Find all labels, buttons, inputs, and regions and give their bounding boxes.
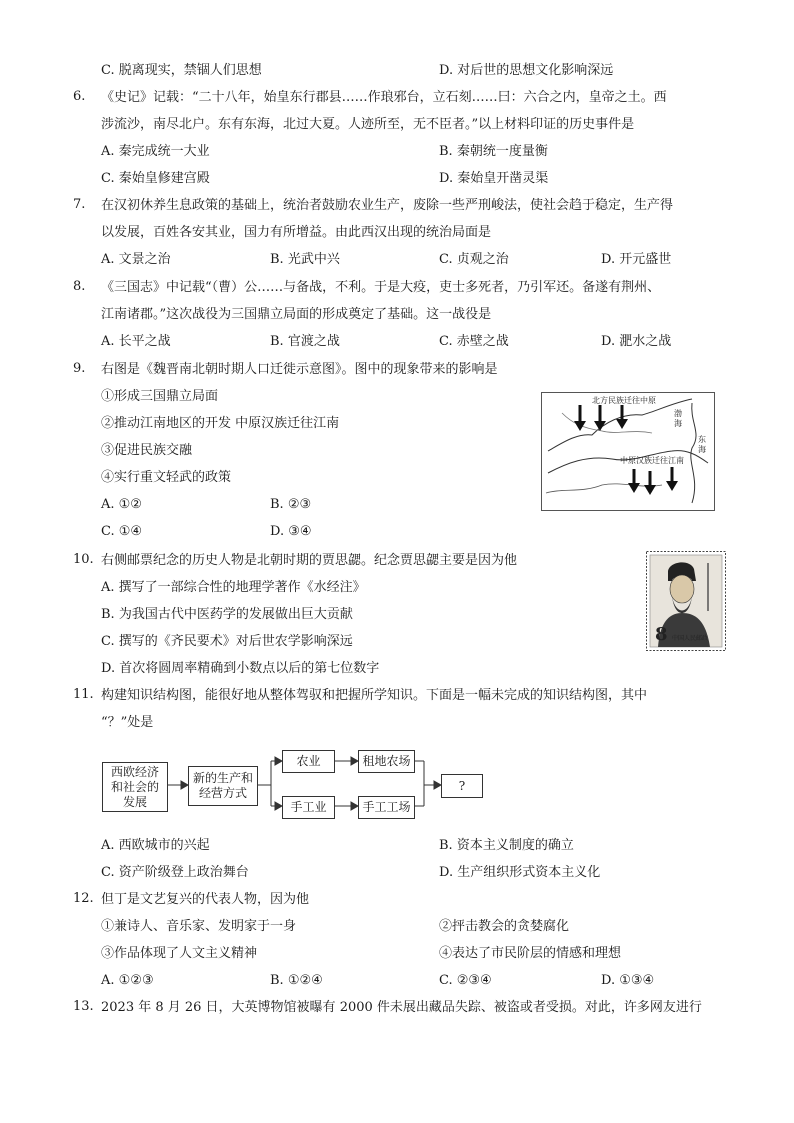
q7-option-c: C. 贞观之治 — [439, 252, 509, 267]
q6-option-d: D. 秦始皇开凿灵渠 — [439, 171, 549, 186]
q7-option-a: A. 文景之治 — [101, 252, 171, 267]
q7-option-b: B. 光武中兴 — [270, 252, 340, 267]
q12-statement-1: ①兼诗人、音乐家、发明家于一身 — [101, 919, 297, 934]
q6-option-a: A. 秦完成统一大业 — [101, 144, 210, 159]
map-label-bohai: 渤海 — [674, 409, 682, 428]
q8-option-b: B. 官渡之战 — [270, 334, 340, 349]
q10-number: 10. — [73, 552, 94, 567]
q12-stem: 但丁是文艺复兴的代表人物，因为他 — [101, 892, 310, 907]
q13-number: 13. — [73, 999, 94, 1014]
q11-number: 11. — [73, 687, 94, 702]
q6-option-c: C. 秦始皇修建宫殿 — [101, 171, 210, 186]
q6-number: 6. — [73, 89, 86, 104]
q9-stem: 右图是《魏晋南北朝时期人口迁徙示意图》。图中的现象带来的影响是 — [101, 362, 498, 377]
q6-stem-line1: 《史记》记载：“二十八年，始皇东行郡县……作琅邪台，立石刻……曰：六合之内，皇帝之土。西 — [101, 90, 667, 105]
q12-statement-3: ③作品体现了人文主义精神 — [101, 946, 258, 961]
stamp-country: 中国人民邮政 — [672, 635, 709, 642]
q9-option-b: B. ②③ — [270, 497, 312, 512]
q9-statement-1: ①形成三国鼎立局面 — [101, 389, 219, 404]
q5-option-c: C. 脱离现实，禁锢人们思想 — [101, 63, 262, 78]
q7-option-d: D. 开元盛世 — [601, 252, 672, 267]
q8-stem-line1: 《三国志》中记载“（曹）公……与备战，不利。于是大疫，吏士多死者，乃引军还。备遂有荆州、 — [101, 280, 661, 295]
q11-option-a: A. 西欧城市的兴起 — [101, 838, 210, 853]
map-label-donghai: 东海 — [698, 435, 706, 454]
q9-option-a: A. ①② — [101, 497, 142, 512]
q11-option-c: C. 资产阶级登上政治舞台 — [101, 865, 249, 880]
q7-number: 7. — [73, 197, 86, 212]
q9-statement-3: ③促进民族交融 — [101, 443, 193, 458]
diagram-box-west-europe: 西欧经济 和社会的 发展 — [102, 762, 168, 812]
diagram-box-leased-farm: 租地农场 — [358, 750, 415, 773]
q6-stem-line2: 涉流沙，南尽北户。东有东海，北过大夏。人迹所至，无不臣者。”以上材料印证的历史事件是 — [101, 117, 635, 132]
q12-number: 12. — [73, 891, 94, 906]
diagram-box-handicraft: 手工业 — [282, 796, 335, 819]
q8-option-c: C. 赤壁之战 — [439, 334, 509, 349]
q10-option-b: B. 为我国古代中医药学的发展做出巨大贡献 — [101, 607, 353, 622]
q11-stem-line1: 构建知识结构图，能很好地从整体驾驭和把握所学知识。下面是一幅未完成的知识结构图，其中 — [101, 688, 648, 703]
q11-stem-line2: “？”处是 — [101, 715, 154, 730]
q10-stem: 右侧邮票纪念的历史人物是北朝时期的贾思勰。纪念贾思勰主要是因为他 — [101, 553, 518, 568]
diagram-box-workshop: 手工工场 — [358, 796, 415, 819]
q12-option-a: A. ①②③ — [101, 973, 154, 988]
q9-statement-2: ②推动江南地区的开发 中原汉族迁往江南 — [101, 416, 340, 431]
map-label-north: 北方民族迁往中原 — [592, 396, 656, 405]
q7-stem-line2: 以发展，百姓各安其业，国力有所增益。由此西汉出现的统治局面是 — [101, 225, 492, 240]
q8-number: 8. — [73, 279, 86, 294]
q5-option-d: D. 对后世的思想文化影响深远 — [439, 63, 614, 78]
q12-statement-2: ②抨击教会的贪婪腐化 — [439, 919, 570, 934]
q10-option-c: C. 撰写的《齐民要术》对后世农学影响深远 — [101, 634, 353, 649]
q13-stem-line1: 2023 年 8 月 26 日，大英博物馆被曝有 2000 件未展出藏品失踪、被盗或者受损。对此，许多网友进行 — [101, 1000, 702, 1015]
q9-option-d: D. ③④ — [270, 524, 312, 539]
q11-option-d: D. 生产组织形式资本主义化 — [439, 865, 601, 880]
q7-stem-line1: 在汉初休养生息政策的基础上，统治者鼓励农业生产，废除一些严刑峻法，使社会趋于稳定，生产得 — [101, 198, 674, 213]
q12-option-c: C. ②③④ — [439, 973, 492, 988]
q6-option-b: B. 秦朝统一度量衡 — [439, 144, 548, 159]
q8-option-d: D. 淝水之战 — [601, 334, 672, 349]
map-label-south: 中原汉族迁往江南 — [620, 456, 684, 465]
stamp-value: 8 — [655, 624, 668, 645]
q9-option-c: C. ①④ — [101, 524, 143, 539]
q10-option-a: A. 撰写了一部综合性的地理学著作《水经注》 — [101, 580, 366, 595]
q9-number: 9. — [73, 361, 86, 376]
q12-option-b: B. ①②④ — [270, 973, 323, 988]
q10-option-d: D. 首次将圆周率精确到小数点以后的第七位数字 — [101, 661, 380, 676]
q11-option-b: B. 资本主义制度的确立 — [439, 838, 574, 853]
q9-statement-4: ④实行重文轻武的政策 — [101, 470, 232, 485]
q12-statement-4: ④表达了市民阶层的情感和理想 — [439, 946, 622, 961]
q8-stem-line2: 江南诸郡。”这次战役为三国鼎立局面的形成奠定了基础。这一战役是 — [101, 307, 492, 322]
diagram-box-agriculture: 农业 — [282, 750, 335, 773]
diagram-box-new-production: 新的生产和 经营方式 — [188, 766, 258, 806]
q12-option-d: D. ①③④ — [601, 973, 655, 988]
q8-option-a: A. 长平之战 — [101, 334, 171, 349]
diagram-box-unknown: ? — [441, 774, 483, 798]
